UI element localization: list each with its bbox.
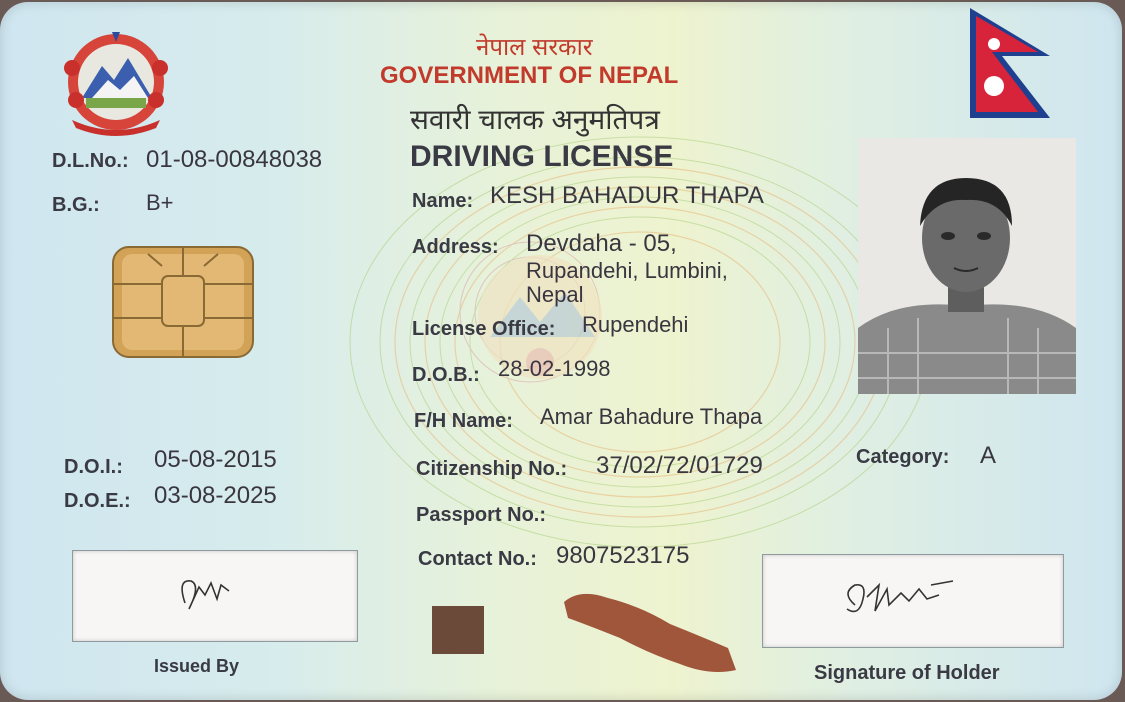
holder-signature-image — [763, 555, 1063, 647]
dl-number-label: D.L.No.: — [52, 150, 129, 172]
contact-label: Contact No.: — [418, 548, 537, 570]
doe-label: D.O.E.: — [64, 490, 131, 512]
doe-value: 03-08-2025 — [154, 482, 277, 509]
issuer-signature-box — [72, 550, 358, 642]
doi-label: D.O.I.: — [64, 456, 123, 478]
license-card — [0, 2, 1122, 700]
smart-chip-icon — [112, 246, 254, 358]
nepali-license-title: सवारी चालक अनुमतिपत्र — [410, 104, 660, 135]
blood-group-label: B.G.: — [52, 194, 100, 216]
license-office-value: Rupendehi — [582, 312, 689, 337]
address-line-3: Nepal — [526, 282, 584, 307]
license-title: DRIVING LICENSE — [410, 140, 674, 173]
passport-label: Passport No.: — [416, 504, 547, 526]
security-hologram-square — [432, 606, 484, 654]
holder-photo — [858, 138, 1076, 394]
citizenship-label: Citizenship No.: — [416, 458, 568, 480]
blood-group-value: B+ — [146, 190, 174, 215]
fh-name-value: Amar Bahadure Thapa — [540, 404, 763, 429]
holder-signature-box — [762, 554, 1064, 648]
dl-number-value: 01-08-00848038 — [146, 146, 323, 173]
issuer-signature-image — [73, 551, 357, 641]
holder-portrait-image — [858, 138, 1076, 394]
name-value: KESH BAHADUR THAPA — [490, 182, 764, 209]
category-label: Category: — [856, 446, 950, 468]
nepal-map-hologram — [560, 584, 740, 680]
category-value: A — [980, 442, 997, 469]
citizenship-value: 37/02/72/01729 — [596, 452, 763, 479]
nepali-govt-title: नेपाल सरकार — [476, 34, 593, 61]
dob-label: D.O.B.: — [412, 364, 480, 386]
govt-title: GOVERNMENT OF NEPAL — [380, 62, 679, 89]
dob-value: 28-02-1998 — [498, 356, 611, 381]
name-label: Name: — [412, 190, 474, 212]
address-line-1: Devdaha - 05, — [526, 230, 677, 257]
coat-of-arms-emblem — [52, 28, 180, 140]
address-line-2: Rupandehi, Lumbini, — [526, 258, 728, 283]
doi-value: 05-08-2015 — [154, 446, 277, 473]
contact-value: 9807523175 — [556, 542, 690, 569]
address-label: Address: — [412, 236, 499, 258]
fh-name-label: F/H Name: — [414, 410, 513, 432]
nepal-flag-icon — [968, 6, 1054, 122]
license-office-label: License Office: — [412, 318, 556, 340]
holder-signature-label: Signature of Holder — [814, 662, 1000, 684]
issued-by-label: Issued By — [154, 656, 240, 676]
